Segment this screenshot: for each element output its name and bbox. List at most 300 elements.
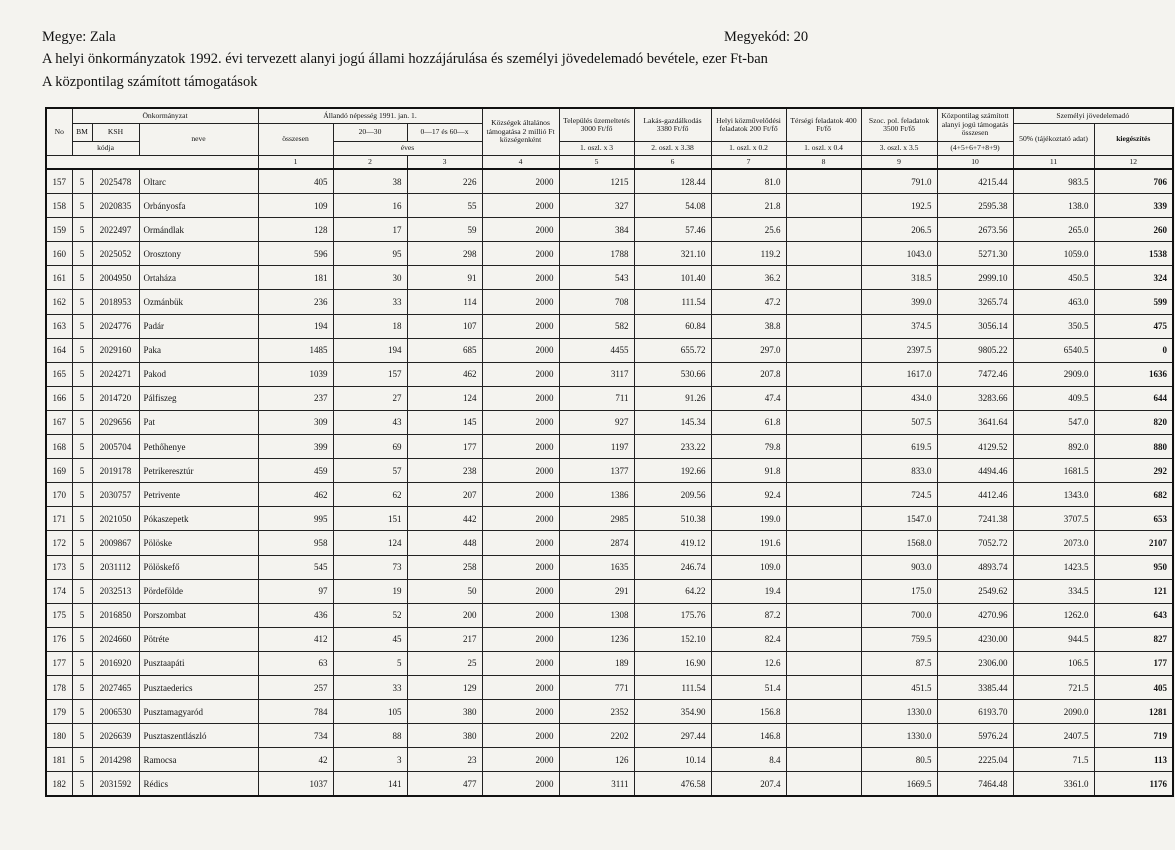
income-tax-50pct: 547.0 [1013, 410, 1094, 434]
table-row [46, 386, 1173, 410]
central-support-total: 5976.24 [937, 724, 1013, 748]
bm-code: 5 [72, 314, 92, 338]
social-policy: 399.0 [861, 290, 937, 314]
row-no: 171 [46, 507, 72, 531]
ksh-code: 2016850 [92, 603, 139, 627]
social-policy: 87.5 [861, 651, 937, 675]
population-20-30: 157 [333, 362, 407, 386]
population-total: 1037 [258, 772, 333, 797]
village-support: 2000 [482, 290, 559, 314]
village-support: 2000 [482, 603, 559, 627]
col-kodja: kódja [72, 142, 139, 156]
population-0-17-60-plus: 462 [407, 362, 482, 386]
population-0-17-60-plus: 448 [407, 531, 482, 555]
row-no: 180 [46, 724, 72, 748]
local-culture: 207.4 [711, 772, 786, 797]
social-policy: 451.5 [861, 675, 937, 699]
table-row [46, 218, 1173, 242]
settlement-operation: 1308 [559, 603, 634, 627]
table-row [46, 748, 1173, 772]
local-culture: 87.2 [711, 603, 786, 627]
settlement-name: Pusztamagyaród [139, 700, 258, 724]
income-tax-supplement: 113 [1094, 748, 1173, 772]
village-support: 2000 [482, 386, 559, 410]
population-0-17-60-plus: 200 [407, 603, 482, 627]
population-total: 1485 [258, 338, 333, 362]
income-tax-supplement: 644 [1094, 386, 1173, 410]
housing: 321.10 [634, 242, 711, 266]
document-subtitle: A központilag számított támogatások [42, 74, 258, 90]
table-row [46, 579, 1173, 603]
population-0-17-60-plus: 258 [407, 555, 482, 579]
ksh-code: 2019178 [92, 459, 139, 483]
population-20-30: 57 [333, 459, 407, 483]
population-20-30: 45 [333, 627, 407, 651]
population-20-30: 30 [333, 266, 407, 290]
population-20-30: 88 [333, 724, 407, 748]
housing: 297.44 [634, 724, 711, 748]
population-20-30: 141 [333, 772, 407, 797]
regional-tasks [786, 242, 861, 266]
local-culture: 297.0 [711, 338, 786, 362]
col-number-spacer [46, 156, 258, 170]
income-tax-supplement: 1176 [1094, 772, 1173, 797]
ksh-code: 2018953 [92, 290, 139, 314]
table-row [46, 410, 1173, 434]
population-0-17-60-plus: 380 [407, 724, 482, 748]
regional-tasks [786, 459, 861, 483]
bm-code: 5 [72, 651, 92, 675]
regional-tasks [786, 651, 861, 675]
housing: 101.40 [634, 266, 711, 290]
table-row [46, 435, 1173, 459]
village-support: 2000 [482, 748, 559, 772]
population-20-30: 33 [333, 290, 407, 314]
central-support-total: 5271.30 [937, 242, 1013, 266]
population-total: 405 [258, 169, 333, 194]
bm-code: 5 [72, 459, 92, 483]
regional-tasks [786, 194, 861, 218]
social-policy: 619.5 [861, 435, 937, 459]
regional-tasks [786, 748, 861, 772]
settlement-operation: 384 [559, 218, 634, 242]
row-no: 177 [46, 651, 72, 675]
col-eves: éves [333, 142, 482, 156]
regional-tasks [786, 555, 861, 579]
row-no: 175 [46, 603, 72, 627]
settlement-operation: 543 [559, 266, 634, 290]
settlement-operation: 327 [559, 194, 634, 218]
local-culture: 12.6 [711, 651, 786, 675]
local-culture: 82.4 [711, 627, 786, 651]
regional-tasks [786, 290, 861, 314]
social-policy: 318.5 [861, 266, 937, 290]
housing: 152.10 [634, 627, 711, 651]
income-tax-50pct: 334.5 [1013, 579, 1094, 603]
population-total: 784 [258, 700, 333, 724]
settlement-operation: 708 [559, 290, 634, 314]
col-number: 9 [861, 156, 937, 170]
population-0-17-60-plus: 442 [407, 507, 482, 531]
income-tax-supplement: 950 [1094, 555, 1173, 579]
table-row [46, 483, 1173, 507]
bm-code: 5 [72, 242, 92, 266]
col-szja: Személyi jövedelemadó [1013, 108, 1173, 124]
population-total: 1039 [258, 362, 333, 386]
bm-code: 5 [72, 362, 92, 386]
bm-code: 5 [72, 338, 92, 362]
income-tax-supplement: 0 [1094, 338, 1173, 362]
housing: 111.54 [634, 675, 711, 699]
social-policy: 791.0 [861, 169, 937, 194]
bm-code: 5 [72, 218, 92, 242]
income-tax-supplement: 260 [1094, 218, 1173, 242]
population-20-30: 62 [333, 483, 407, 507]
settlement-name: Ormándlak [139, 218, 258, 242]
village-support: 2000 [482, 675, 559, 699]
bm-code: 5 [72, 386, 92, 410]
population-20-30: 105 [333, 700, 407, 724]
table-row [46, 459, 1173, 483]
housing: 16.90 [634, 651, 711, 675]
population-total: 236 [258, 290, 333, 314]
col-8-header: Térségi feladatok 400 Ft/fő [786, 108, 861, 142]
population-20-30: 69 [333, 435, 407, 459]
regional-tasks [786, 386, 861, 410]
income-tax-supplement: 1636 [1094, 362, 1173, 386]
housing: 476.58 [634, 772, 711, 797]
central-support-total: 2306.00 [937, 651, 1013, 675]
settlement-name: Petrikeresztúr [139, 459, 258, 483]
central-support-total: 4215.44 [937, 169, 1013, 194]
income-tax-50pct: 1262.0 [1013, 603, 1094, 627]
ksh-code: 2004950 [92, 266, 139, 290]
housing: 354.90 [634, 700, 711, 724]
col-number: 2 [333, 156, 407, 170]
population-total: 958 [258, 531, 333, 555]
population-0-17-60-plus: 298 [407, 242, 482, 266]
social-policy: 759.5 [861, 627, 937, 651]
regional-tasks [786, 314, 861, 338]
social-policy: 724.5 [861, 483, 937, 507]
regional-tasks [786, 724, 861, 748]
settlement-name: Pálfiszeg [139, 386, 258, 410]
settlement-name: Pethőhenye [139, 435, 258, 459]
population-total: 194 [258, 314, 333, 338]
local-culture: 36.2 [711, 266, 786, 290]
social-policy: 833.0 [861, 459, 937, 483]
local-culture: 119.2 [711, 242, 786, 266]
village-support: 2000 [482, 338, 559, 362]
bm-code: 5 [72, 748, 92, 772]
income-tax-50pct: 138.0 [1013, 194, 1094, 218]
income-tax-50pct: 106.5 [1013, 651, 1094, 675]
regional-tasks [786, 627, 861, 651]
population-20-30: 43 [333, 410, 407, 434]
income-tax-50pct: 2090.0 [1013, 700, 1094, 724]
housing: 145.34 [634, 410, 711, 434]
central-support-total: 4129.52 [937, 435, 1013, 459]
col-number: 12 [1094, 156, 1173, 170]
population-total: 436 [258, 603, 333, 627]
settlement-name: Ortaháza [139, 266, 258, 290]
income-tax-supplement: 1538 [1094, 242, 1173, 266]
settlement-operation: 2874 [559, 531, 634, 555]
income-tax-50pct: 721.5 [1013, 675, 1094, 699]
social-policy: 1330.0 [861, 724, 937, 748]
population-0-17-60-plus: 145 [407, 410, 482, 434]
social-policy: 1617.0 [861, 362, 937, 386]
row-no: 181 [46, 748, 72, 772]
housing: 655.72 [634, 338, 711, 362]
housing: 419.12 [634, 531, 711, 555]
local-culture: 156.8 [711, 700, 786, 724]
central-support-total: 4412.46 [937, 483, 1013, 507]
population-total: 399 [258, 435, 333, 459]
row-no: 157 [46, 169, 72, 194]
settlement-name: Porszombat [139, 603, 258, 627]
income-tax-supplement: 405 [1094, 675, 1173, 699]
settlement-operation: 1215 [559, 169, 634, 194]
settlement-name: Orbányosfa [139, 194, 258, 218]
local-culture: 61.8 [711, 410, 786, 434]
settlement-name: Pötréte [139, 627, 258, 651]
bm-code: 5 [72, 266, 92, 290]
col-osszesen: összesen [258, 124, 333, 156]
col-5-header: Település üzemeltetés 3000 Ft/fő [559, 108, 634, 142]
social-policy: 1330.0 [861, 700, 937, 724]
central-support-total: 2673.56 [937, 218, 1013, 242]
regional-tasks [786, 700, 861, 724]
central-support-total: 7472.46 [937, 362, 1013, 386]
ksh-code: 2025478 [92, 169, 139, 194]
table-row [46, 169, 1173, 194]
population-total: 462 [258, 483, 333, 507]
local-culture: 21.8 [711, 194, 786, 218]
settlement-name: Pakod [139, 362, 258, 386]
settlement-name: Pat [139, 410, 258, 434]
village-support: 2000 [482, 724, 559, 748]
ksh-code: 2016920 [92, 651, 139, 675]
table-row [46, 290, 1173, 314]
settlement-name: Paka [139, 338, 258, 362]
table-row [46, 194, 1173, 218]
settlement-operation: 1236 [559, 627, 634, 651]
settlement-name: Ozmánbük [139, 290, 258, 314]
local-culture: 146.8 [711, 724, 786, 748]
table-row [46, 338, 1173, 362]
population-20-30: 27 [333, 386, 407, 410]
social-policy: 1547.0 [861, 507, 937, 531]
settlement-name: Rédics [139, 772, 258, 797]
village-support: 2000 [482, 507, 559, 531]
row-no: 179 [46, 700, 72, 724]
population-20-30: 17 [333, 218, 407, 242]
population-20-30: 151 [333, 507, 407, 531]
ksh-code: 2024776 [92, 314, 139, 338]
regional-tasks [786, 675, 861, 699]
housing: 91.26 [634, 386, 711, 410]
housing: 510.38 [634, 507, 711, 531]
settlement-operation: 582 [559, 314, 634, 338]
col-number: 3 [407, 156, 482, 170]
population-20-30: 52 [333, 603, 407, 627]
col-9-formula: 3. oszl. x 3.5 [861, 142, 937, 156]
table-row [46, 242, 1173, 266]
population-0-17-60-plus: 685 [407, 338, 482, 362]
ksh-code: 2006530 [92, 700, 139, 724]
col-6-header: Lakás-gazdálkodás 3380 Ft/fő [634, 108, 711, 142]
col-8-formula: 1. oszl. x 0.4 [786, 142, 861, 156]
settlement-operation: 2202 [559, 724, 634, 748]
central-support-total: 7052.72 [937, 531, 1013, 555]
income-tax-50pct: 2073.0 [1013, 531, 1094, 555]
central-support-total: 3283.66 [937, 386, 1013, 410]
col-number: 4 [482, 156, 559, 170]
regional-tasks [786, 579, 861, 603]
settlement-name: Pusztaederics [139, 675, 258, 699]
population-total: 734 [258, 724, 333, 748]
population-0-17-60-plus: 226 [407, 169, 482, 194]
regional-tasks [786, 435, 861, 459]
income-tax-50pct: 71.5 [1013, 748, 1094, 772]
social-policy: 1043.0 [861, 242, 937, 266]
row-no: 161 [46, 266, 72, 290]
ksh-code: 2020835 [92, 194, 139, 218]
settlement-operation: 2985 [559, 507, 634, 531]
population-total: 545 [258, 555, 333, 579]
row-no: 159 [46, 218, 72, 242]
income-tax-50pct: 3361.0 [1013, 772, 1094, 797]
county-label: Megye: Zala [42, 29, 116, 45]
table-row [46, 627, 1173, 651]
local-culture: 38.8 [711, 314, 786, 338]
bm-code: 5 [72, 579, 92, 603]
table-row [46, 603, 1173, 627]
table-row [46, 700, 1173, 724]
village-support: 2000 [482, 555, 559, 579]
local-culture: 79.8 [711, 435, 786, 459]
housing: 128.44 [634, 169, 711, 194]
settlement-name: Pölöske [139, 531, 258, 555]
social-policy: 206.5 [861, 218, 937, 242]
population-0-17-60-plus: 177 [407, 435, 482, 459]
village-support: 2000 [482, 194, 559, 218]
ksh-code: 2021050 [92, 507, 139, 531]
settlement-operation: 291 [559, 579, 634, 603]
col-7-header: Helyi közművelődési feladatok 200 Ft/fő [711, 108, 786, 142]
income-tax-supplement: 599 [1094, 290, 1173, 314]
col-number: 11 [1013, 156, 1094, 170]
row-no: 176 [46, 627, 72, 651]
col-nepesseg: Állandó népesség 1991. jan. 1. [258, 108, 482, 124]
col-age-0-17: 0—17 és 60—x [407, 124, 482, 142]
ksh-code: 2009867 [92, 531, 139, 555]
social-policy: 80.5 [861, 748, 937, 772]
regional-tasks [786, 169, 861, 194]
population-total: 63 [258, 651, 333, 675]
central-support-total: 4270.96 [937, 603, 1013, 627]
row-no: 158 [46, 194, 72, 218]
settlement-operation: 4455 [559, 338, 634, 362]
settlement-operation: 711 [559, 386, 634, 410]
population-20-30: 124 [333, 531, 407, 555]
col-number: 1 [258, 156, 333, 170]
table-row [46, 314, 1173, 338]
income-tax-supplement: 324 [1094, 266, 1173, 290]
population-20-30: 16 [333, 194, 407, 218]
table-row [46, 531, 1173, 555]
bm-code: 5 [72, 700, 92, 724]
col-10-formula: (4+5+6+7+8+9) [937, 142, 1013, 156]
col-6-formula: 2. oszl. x 3.38 [634, 142, 711, 156]
population-total: 181 [258, 266, 333, 290]
central-support-total: 2549.62 [937, 579, 1013, 603]
document-title: A helyi önkormányzatok 1992. évi tervezett alanyi jogú állami hozzájárulása és személyi jövedelemadó bevétele, ezer Ft-ban [42, 51, 768, 67]
social-policy: 2397.5 [861, 338, 937, 362]
housing: 57.46 [634, 218, 711, 242]
table-row [46, 772, 1173, 797]
housing: 209.56 [634, 483, 711, 507]
table-row [46, 651, 1173, 675]
population-total: 995 [258, 507, 333, 531]
col-4-header: Községek általános támogatása 2 millió Ft községenként [482, 108, 559, 156]
income-tax-50pct: 1423.5 [1013, 555, 1094, 579]
ksh-code: 2027465 [92, 675, 139, 699]
income-tax-supplement: 177 [1094, 651, 1173, 675]
col-5-formula: 1. oszl. x 3 [559, 142, 634, 156]
housing: 54.08 [634, 194, 711, 218]
village-support: 2000 [482, 362, 559, 386]
bm-code: 5 [72, 603, 92, 627]
village-support: 2000 [482, 169, 559, 194]
income-tax-50pct: 944.5 [1013, 627, 1094, 651]
income-tax-50pct: 3707.5 [1013, 507, 1094, 531]
row-no: 162 [46, 290, 72, 314]
ksh-code: 2031592 [92, 772, 139, 797]
central-support-total: 2225.04 [937, 748, 1013, 772]
bm-code: 5 [72, 483, 92, 507]
village-support: 2000 [482, 651, 559, 675]
central-support-total: 9805.22 [937, 338, 1013, 362]
row-no: 178 [46, 675, 72, 699]
local-culture: 109.0 [711, 555, 786, 579]
ksh-code: 2014298 [92, 748, 139, 772]
settlement-name: Pusztaapáti [139, 651, 258, 675]
local-culture: 47.4 [711, 386, 786, 410]
housing: 175.76 [634, 603, 711, 627]
bm-code: 5 [72, 772, 92, 797]
income-tax-50pct: 463.0 [1013, 290, 1094, 314]
population-0-17-60-plus: 23 [407, 748, 482, 772]
table-header [46, 108, 1173, 169]
row-no: 170 [46, 483, 72, 507]
income-tax-50pct: 983.5 [1013, 169, 1094, 194]
village-support: 2000 [482, 531, 559, 555]
settlement-name: Oltarc [139, 169, 258, 194]
local-culture: 51.4 [711, 675, 786, 699]
population-20-30: 95 [333, 242, 407, 266]
local-culture: 92.4 [711, 483, 786, 507]
population-0-17-60-plus: 129 [407, 675, 482, 699]
regional-tasks [786, 266, 861, 290]
income-tax-50pct: 6540.5 [1013, 338, 1094, 362]
regional-tasks [786, 507, 861, 531]
ksh-code: 2031112 [92, 555, 139, 579]
income-tax-50pct: 350.5 [1013, 314, 1094, 338]
table-row [46, 507, 1173, 531]
settlement-name: Pölöskefő [139, 555, 258, 579]
